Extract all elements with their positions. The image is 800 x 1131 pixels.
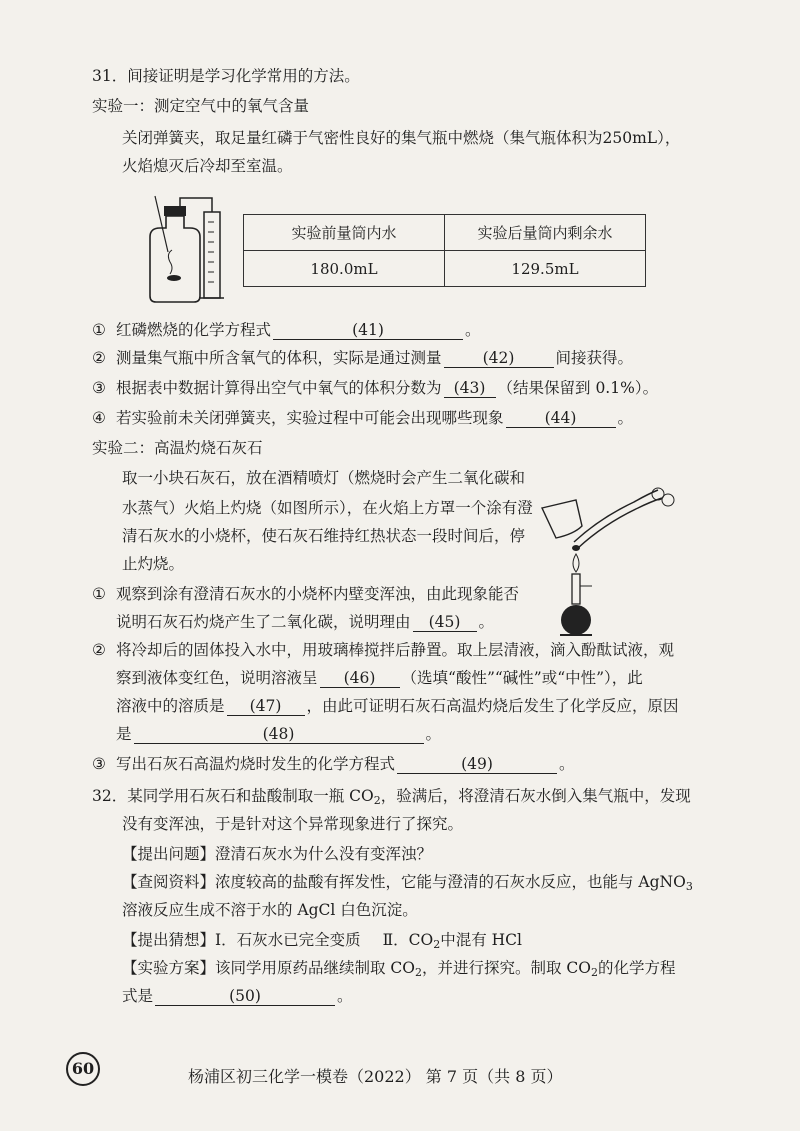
- answer-blank-47[interactable]: (47): [227, 697, 305, 716]
- answer-blank-48[interactable]: (48): [134, 725, 424, 744]
- q32-hypothesis: 【提出猜想】Ⅰ．石灰水已完全变质 Ⅱ．$CO_2$中混有 HCl: [122, 931, 522, 951]
- exp1-text-1: 关闭弹簧夹，取足量红磷于气密性良好的集气瓶中燃烧（集气瓶体积为250mL），: [122, 129, 681, 147]
- burner-diagram: [530, 478, 690, 643]
- page-number-badge: 60: [66, 1052, 100, 1086]
- q31-intro: 31．间接证明是学习化学常用的方法。: [92, 67, 360, 85]
- question-45-line-2: 说明石灰石灼烧产生了二氧化碳，说明理由 (45) 。: [116, 613, 495, 631]
- table-value-after: 129.5mL: [445, 251, 646, 287]
- question-44: ④ 若实验前未关闭弹簧夹，实验过程中可能会出现哪些现象 (44) 。: [92, 409, 634, 427]
- question-50: 式是 (50) 。: [122, 987, 353, 1005]
- question-47-line: 溶液中的溶质是 (47) ，由此可证明石灰石高温灼烧后发生了化学反应，原因: [116, 697, 679, 715]
- q32-plan: 【实验方案】该同学用原药品继续制取 $CO_2$，并进行探究。制取 $CO_2$的化学方程: [122, 959, 676, 979]
- answer-blank-49[interactable]: (49): [397, 755, 557, 774]
- q32-line-1: 32．某同学用石灰石和盐酸制取一瓶 $CO_2$，验满后，将澄清石灰水倒入集气瓶中，发现: [92, 787, 691, 807]
- oxygen-apparatus-diagram: [130, 192, 230, 310]
- exp2-title: 实验二：高温灼烧石灰石: [92, 439, 263, 457]
- answer-blank-45[interactable]: (45): [413, 613, 477, 632]
- answer-blank-41[interactable]: (41): [273, 321, 463, 340]
- question-48-line: 是 (48) 。: [116, 725, 442, 743]
- table-header-after: 实验后量筒内剩余水: [445, 215, 646, 251]
- table-header-before: 实验前量筒内水: [244, 215, 445, 251]
- q32-references: 【查阅资料】浓度较高的盐酸有挥发性，它能与澄清的石灰水反应，也能与 AgNO$_3$: [122, 873, 693, 893]
- answer-blank-46[interactable]: (46): [320, 669, 400, 688]
- q32-line-2: 没有变浑浊，于是针对这个异常现象进行了探究。: [122, 815, 464, 833]
- q32-references-2: 溶液反应生成不溶于水的 AgCl 白色沉淀。: [122, 901, 418, 919]
- water-volume-table: [243, 214, 646, 287]
- exp2-text-1: 取一小块石灰石，放在酒精喷灯（燃烧时会产生二氧化碳和: [122, 469, 526, 487]
- exp2-text-3: 清石灰水的小烧杯，使石灰石维持红热状态一段时间后，停: [122, 527, 526, 545]
- question-43: ③ 根据表中数据计算得出空气中氧气的体积分数为 (43) （结果保留到 0.1%）。: [92, 379, 659, 397]
- page-footer: 杨浦区初三化学一模卷（2022） 第 7 页（共 8 页）: [188, 1067, 563, 1086]
- exp1-text-2: 火焰熄灭后冷却至室温。: [122, 157, 293, 175]
- question-42: ② 测量集气瓶中所含氧气的体积，实际是通过测量 (42) 间接获得。: [92, 349, 634, 367]
- question-46-line-2: 察到液体变红色，说明溶液呈 (46) （选填“酸性”“碱性”或“中性”），此: [116, 669, 643, 687]
- answer-blank-50[interactable]: (50): [155, 987, 335, 1006]
- answer-blank-43[interactable]: (43): [444, 379, 496, 398]
- question-41: ① 红磷燃烧的化学方程式 (41) 。: [92, 321, 481, 339]
- question-49: ③ 写出石灰石高温灼烧时发生的化学方程式 (49) 。: [92, 755, 575, 773]
- exp2-text-2: 水蒸气）火焰上灼烧（如图所示），在火焰上方罩一个涂有澄: [122, 499, 533, 517]
- table-value-before: 180.0mL: [244, 251, 445, 287]
- question-45-line-1: ① 观察到涂有澄清石灰水的小烧杯内壁变浑浊，由此现象能否: [92, 585, 520, 603]
- answer-blank-42[interactable]: (42): [444, 349, 554, 368]
- exp1-title: 实验一：测定空气中的氧气含量: [92, 97, 310, 115]
- exp2-text-4: 止灼烧。: [122, 555, 185, 573]
- answer-blank-44[interactable]: (44): [506, 409, 616, 428]
- q32-problem: 【提出问题】澄清石灰水为什么没有变浑浊？: [122, 845, 433, 863]
- question-46-line-1: ② 将冷却后的固体投入水中，用玻璃棒搅拌后静置。取上层清液，滴入酚酞试液，观: [92, 641, 675, 659]
